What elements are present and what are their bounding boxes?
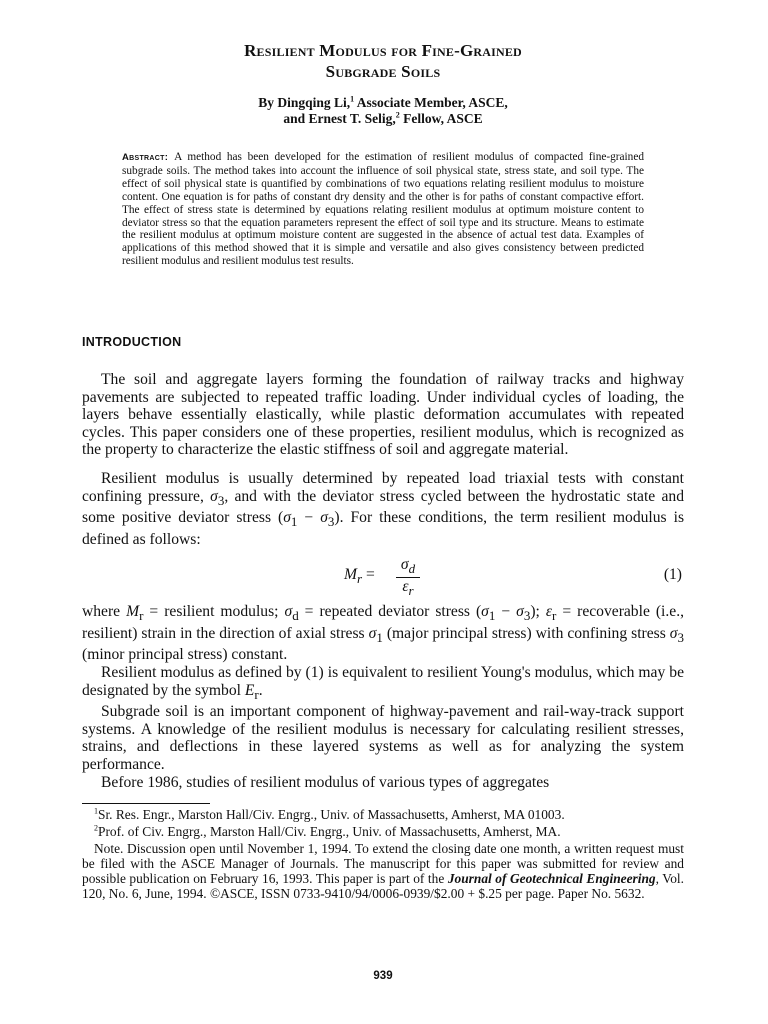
equation-fraction [396,556,420,600]
paragraph-before-1986: Before 1986, studies of resilient modulus of various types of aggregates [101,773,550,791]
equation-denominator: $\varepsilon_r$ [402,578,414,599]
footnote-2: $^2$Prof. of Civ. Engrg., Marston Hall/Civ. Engrg., Univ. of Massachusetts, Amherst, MA. [94,823,561,839]
title-line-1: Resilient Modulus for Fine-Grained [244,41,522,60]
footnote-note: Note. Discussion open until November 1, 1994. To extend the closing date one month, a written request must be filed with the ASCE Manager of Journals. The manuscript for this paper was submitted for review and possible publication on February 16, 1993. This paper is part of the Journal of Geotechnical Engineering, Vol. 120, No. 6, June, 1994. ©ASCE, ISSN 0733-9410/94/0006-0939/$2.00 + $.25 per page. Paper No. 5632. [82,841,684,901]
abstract [122,151,644,268]
equation-numerator: $\sigma_d$ [396,556,420,578]
footnote-divider [82,803,210,804]
body-paragraphs-continued [82,603,684,791]
equation-lhs: $M_r$ = [344,566,375,587]
paragraph-subgrade: Subgrade soil is an important component of highway-pavement and rail-way-track support systems. A knowledge of the resilient modulus is necessary for calculating resilient stresses, strains, and deflections in these layered systems as well as for analyzing the system performance. [82,703,684,774]
paragraph-youngs-modulus: Resilient modulus as defined by (1) is equivalent to resilient Young's modulus, which may be designated by the symbol $E_r$. [82,664,684,702]
page-number: 939 [373,970,393,982]
body-paragraph-1 [82,371,684,459]
title-line-2: Subgrade Soils [325,62,441,81]
author-2-name: and Ernest T. Selig, [283,111,396,126]
abstract-text: A method has been developed for the estimation of resilient modulus of compacted fine-grained subgrade soils. The method takes into account the influence of soil physical state, stress state, and soil type. The effect of soil physical state is quantified by combinations of two equations relating resilient modulus to moisture content. One equation is for paths of constant dry density and the other is for paths of constant compactive effort. The effect of stress state is determined by equations relating resilient modulus at optimum moisture content to deviator stress so that the equation parameters represent the effect of soil type and its structure. Means to estimate the resilient modulus at optimum moisture content are suggested in the absence of actual test data. Examples of applications of this method showed that it is simple and versatile and also gives consistency between predicted resilient modulus and resilient modulus test results. [122,151,644,268]
author-1-affiliation: Associate Member, ASCE, [354,95,508,110]
author-line-2 [82,111,684,127]
footnotes [82,807,684,903]
footnote-1: $^1$Sr. Res. Engr., Marston Hall/Civ. Engrg., Univ. of Massachusetts, Amherst, MA 01003. [94,806,565,822]
equation-number: (1) [663,566,682,583]
abstract-label: Abstract: [122,152,169,163]
paragraph-where-clause: where $M_r$ = resilient modulus; $\sigma_d$ = repeated deviator stress $(\sigma_1 - \sigma_3)$; $\varepsilon_r$ = recoverable (i.e., resilient) strain in the direction of axial stress $\sigma_1$ (major principal stress) with confining stress $\sigma_3$ (minor principal stress) constant. [82,603,684,664]
author-block [82,95,684,127]
author-2-affiliation: Fellow, ASCE [399,111,483,126]
author-1-footnote-mark: 1 [350,94,355,104]
section-heading-introduction: INTRODUCTION [82,335,182,349]
body-paragraph-2 [82,470,684,549]
author-line-1 [82,95,684,111]
paragraph-text: The soil and aggregate layers forming the foundation of railway tracks and highway pavements are subjected to repeated traffic loading. Under individual cycles of loading, the layers behave essentially elastically, while plastic deformation accumulates with repeated cycles. This paper considers one of these properties, resilient modulus, which is recognized as the property to characterize the elastic stiffness of soil and aggregate material. [82,371,684,459]
author-1-name: By Dingqing Li, [258,95,351,110]
journal-name: Journal of Geotechnical Engineering [447,871,656,886]
paper-title [82,40,684,82]
equation-1 [82,556,684,600]
author-2-footnote-mark: 2 [395,110,400,120]
paragraph-text: Resilient modulus is usually determined by repeated load triaxial tests with constant confining pressure, $\sigma_3$, and with the deviator stress cycled between the hydrostatic state and some positive deviator stress $(\sigma_1 - \sigma_3)$. For these conditions, the term resilient modulus is defined as follows: [82,470,685,548]
